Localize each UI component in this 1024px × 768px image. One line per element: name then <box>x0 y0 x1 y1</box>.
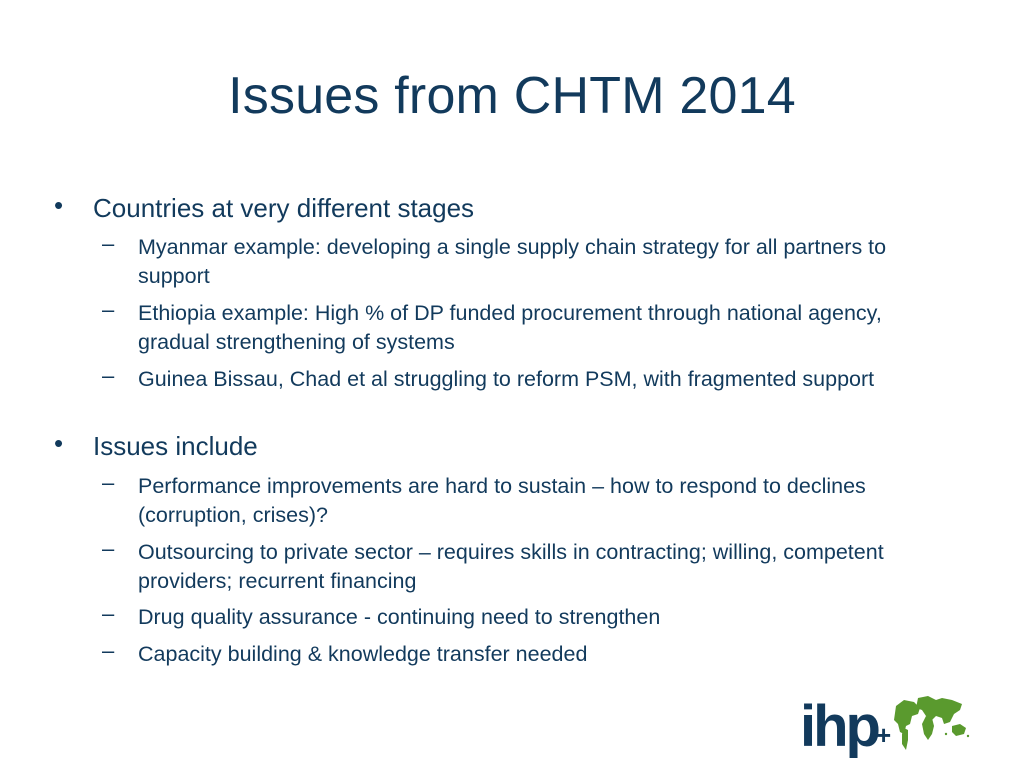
sub-bullet-marker: – <box>102 231 115 256</box>
slide-title: Issues from CHTM 2014 <box>228 67 796 125</box>
bullet-marker: • <box>54 428 64 458</box>
sub-bullet-item: Performance improvements are hard to sustain – how to respond to declines (corruption, crises)? <box>138 474 866 527</box>
bullet-marker: • <box>54 190 64 220</box>
sub-bullet-marker: – <box>102 536 115 561</box>
ihp-logo <box>800 688 976 760</box>
sub-bullet-marker: – <box>102 638 115 663</box>
sub-bullet-item: Drug quality assurance - continuing need to strengthen <box>138 605 661 629</box>
sub-bullet-item: Ethiopia example: High % of DP funded procurement through national agency, gradual strengthening of systems <box>138 301 882 354</box>
sub-bullet-item: Capacity building & knowledge transfer needed <box>138 642 588 666</box>
sub-bullet-marker: – <box>102 363 115 388</box>
logo-plus: + <box>876 720 892 750</box>
sub-bullet-item: Outsourcing to private sector – requires skills in contracting; willing, competent providers; recurrent financing <box>138 540 884 593</box>
bullet-item: Countries at very different stages <box>93 193 475 223</box>
bullet-item: Issues include <box>93 431 258 461</box>
sub-bullet-item: Myanmar example: developing a single supply chain strategy for all partners to support <box>138 235 887 288</box>
world-map-icon <box>894 696 969 750</box>
logo-text: ihp <box>800 694 878 759</box>
sub-bullet-marker: – <box>102 601 115 626</box>
sub-bullet-marker: – <box>102 297 115 322</box>
sub-bullet-marker: – <box>102 470 115 495</box>
sub-bullet-item: Guinea Bissau, Chad et al struggling to reform PSM, with fragmented support <box>138 367 875 391</box>
